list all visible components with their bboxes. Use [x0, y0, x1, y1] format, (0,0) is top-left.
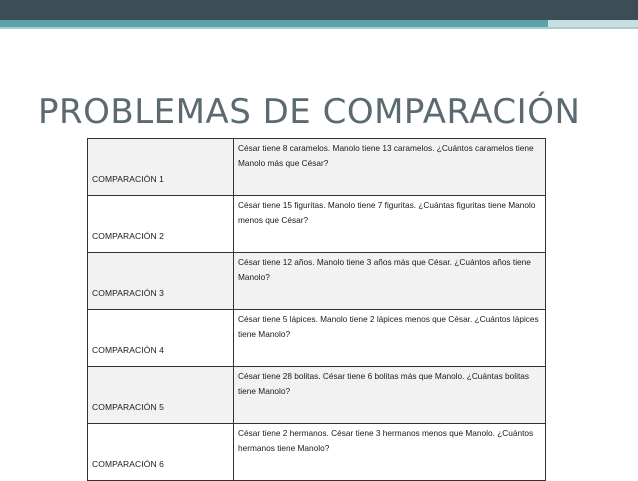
row-label: COMPARACIÓN 5 [88, 367, 234, 424]
accent-thin-line [0, 27, 638, 29]
top-header-band [0, 0, 638, 20]
row-problem-text: César tiene 5 lápices. Manolo tiene 2 lápices menos que César. ¿Cuántos lápices tiene Manolo? [234, 310, 546, 367]
problems-table-container [87, 138, 545, 481]
problems-table [87, 138, 546, 481]
row-problem-text: César tiene 12 años. Manolo tiene 3 años más que César. ¿Cuántos años tiene Manolo? [234, 253, 546, 310]
accent-stripe [0, 20, 638, 27]
table-row [88, 253, 546, 310]
table-row [88, 310, 546, 367]
row-problem-text: César tiene 2 hermanos. César tiene 3 hermanos menos que Manolo. ¿Cuántos hermanos tiene Manolo? [234, 424, 546, 481]
row-label: COMPARACIÓN 3 [88, 253, 234, 310]
slide-title: PROBLEMAS DE COMPARACIÓN [38, 92, 581, 132]
table-row [88, 367, 546, 424]
row-problem-text: César tiene 8 caramelos. Manolo tiene 13 caramelos. ¿Cuántos caramelos tiene Manolo más que César? [234, 139, 546, 196]
row-problem-text: César tiene 28 bolitas. César tiene 6 bolitas más que Manolo. ¿Cuántas bolitas tiene Manolo? [234, 367, 546, 424]
row-label: COMPARACIÓN 4 [88, 310, 234, 367]
row-problem-text: César tiene 15 figuritas. Manolo tiene 7 figuritas. ¿Cuántas figuritas tiene Manolo menos que César? [234, 196, 546, 253]
table-row [88, 139, 546, 196]
row-label: COMPARACIÓN 2 [88, 196, 234, 253]
row-label: COMPARACIÓN 1 [88, 139, 234, 196]
row-label: COMPARACIÓN 6 [88, 424, 234, 481]
accent-corner [548, 20, 638, 27]
table-row [88, 196, 546, 253]
table-row [88, 424, 546, 481]
